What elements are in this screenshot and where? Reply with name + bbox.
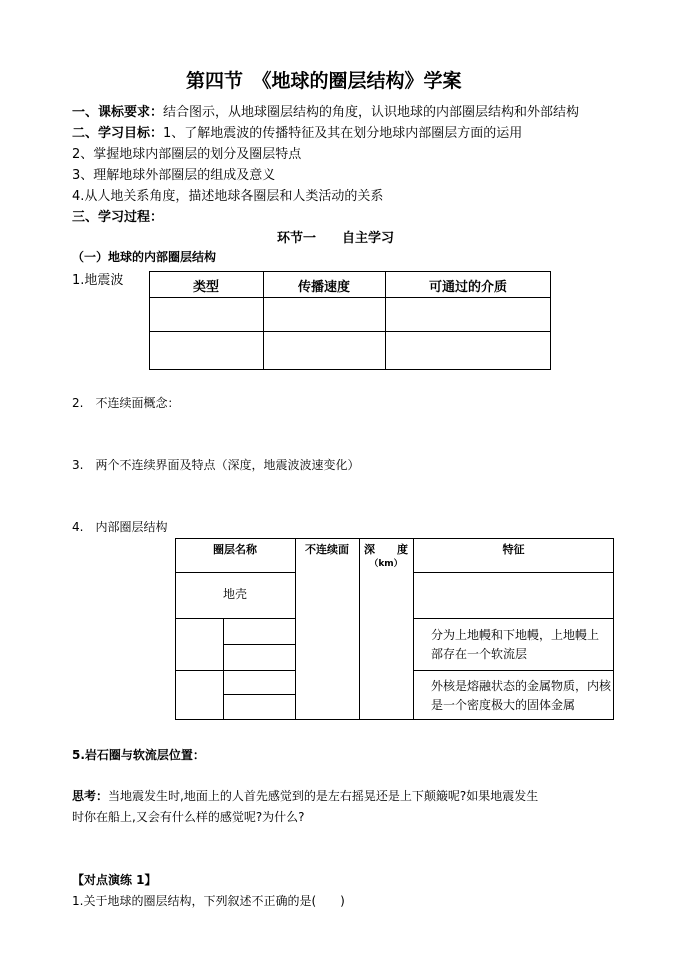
layer-header-feature: 特征 (502, 543, 525, 556)
layer-table-divider (295, 538, 296, 720)
wave-table-divider (149, 297, 551, 298)
page-title: 第四节 《地球的圈层结构》学案 (186, 70, 462, 92)
q3-text: 3. 两个不连续界面及特点（深度，地震波波速变化） (72, 458, 360, 472)
part1-title: （一）地球的内部圈层结构 (72, 250, 217, 264)
think-text-1: 当地震发生时,地面上的人首先感觉到的是左右摇晃还是上下颠簸呢?如果地震发生 (108, 789, 539, 803)
section-standard-label: 一、课标要求： (72, 105, 164, 120)
layer-header-depth: 深 度 (364, 543, 408, 556)
layer-table-divider (223, 694, 295, 695)
layer-table-divider (175, 618, 295, 619)
section-goals-label: 二、学习目标： (72, 126, 164, 141)
layer-table-divider (175, 572, 295, 573)
layer-table-divider (413, 572, 614, 573)
layer-table-divider (413, 618, 614, 619)
layer-table-divider (223, 644, 295, 645)
wave-header-type: 类型 (192, 280, 219, 295)
layer-header-depth-unit: （km） (369, 559, 403, 569)
layer-table-divider (413, 670, 614, 671)
layer-table-divider (413, 538, 414, 720)
section-process-label: 三、学习过程： (72, 210, 164, 225)
goal-1: 1、了解地震波的传播特征及其在划分地球内部圈层方面的运用 (163, 126, 523, 141)
think-line-1 (72, 787, 538, 804)
q1-label: 1.地震波 (72, 273, 124, 288)
layer-core-feature: 外核是熔融状态的金属物质，内核是一个密度极大的固体金属 (431, 679, 612, 712)
goal-2: 2、掌握地球内部圈层的划分及圈层特点 (72, 147, 302, 162)
section-goals (72, 122, 522, 141)
layer-header-discontinuity: 不连续面 (305, 543, 349, 556)
q5-text: 5.岩石圈与软流层位置： (72, 748, 205, 762)
goal-4: 4.从人地关系角度，描述地球各圈层和人类活动的关系 (72, 189, 384, 204)
layer-crust-name: 地壳 (222, 587, 247, 601)
section-standard-text: 结合图示，从地球圈层结构的角度，认识地球的内部圈层结构和外部结构 (163, 105, 580, 120)
think-label: 思考： (72, 789, 109, 803)
practice-question-1: 1.关于地球的圈层结构，下列叙述不正确的是( ) (72, 894, 345, 908)
practice-title: 【对点演练 1】 (72, 873, 157, 887)
q2-text: 2. 不连续面概念： (72, 396, 180, 410)
layer-table-divider (223, 618, 224, 720)
q4-text: 4. 内部圈层结构 (72, 520, 168, 534)
wave-header-medium: 可通过的介质 (428, 280, 507, 295)
wave-table-divider (149, 331, 551, 332)
layer-mantle-feature: 分为上地幔和下地幔，上地幔上部存在一个软流层 (431, 628, 600, 661)
think-line-2: 时你在船上,又会有什么样的感觉呢?为什么? (72, 810, 305, 824)
layer-header-name: 圈层名称 (213, 543, 257, 556)
wave-header-speed: 传播速度 (297, 280, 350, 295)
goal-3: 3、理解地球外部圈层的组成及意义 (72, 168, 276, 183)
layer-table-divider (175, 670, 295, 671)
segment-title: 环节一 自主学习 (277, 231, 395, 246)
section-standard (72, 101, 579, 120)
